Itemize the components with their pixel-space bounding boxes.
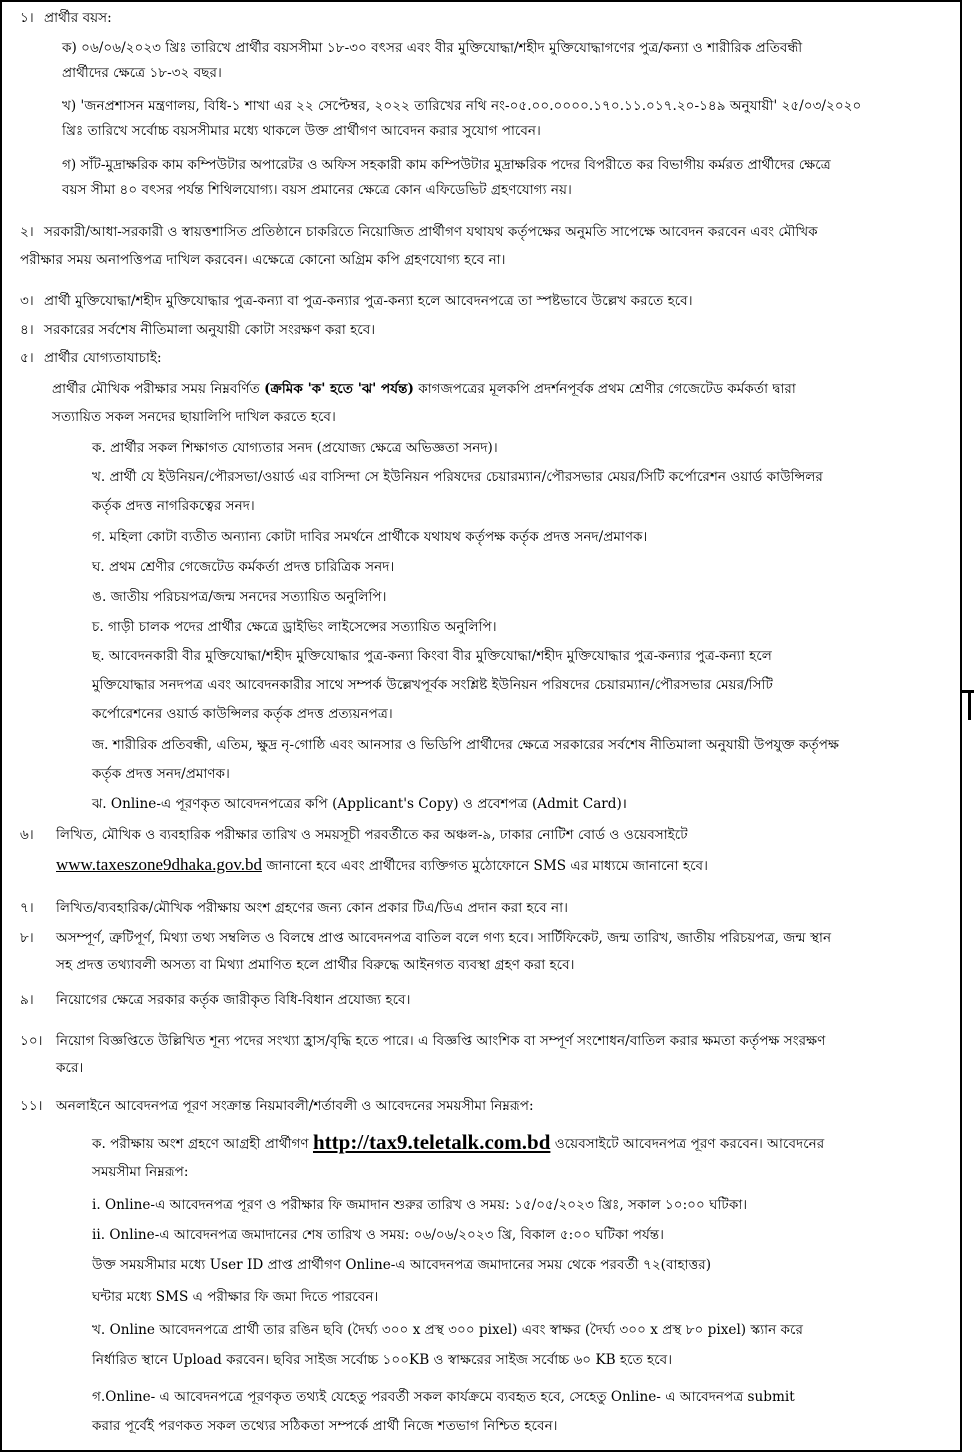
section-5-intro-bold: (ক্রমিক 'ক' হতে 'ঝ' পর্যন্ত) (264, 381, 414, 397)
section-10-line1: নিয়োগ বিজ্ঞপ্তিতে উল্লিখিত শূন্য পদের সংখ্যা হ্রাস/বৃদ্ধি হতে পারে। এ বিজ্ঞপ্তি আংশিক বা সম্পূর্ণ সংশোধন/বাতিল করার ক্ষমতা কর্তৃপক্ষ সংরক্ষণ (56, 1033, 826, 1049)
section-4-line1: সরকারের সর্বশেষ নীতিমালা অনুযায়ী কোটা সংরক্ষণ করা হবে। (44, 322, 376, 338)
section-8-line1: অসম্পূর্ণ, ত্রুটিপূর্ণ, মিথ্যা তথ্য সম্বলিত ও বিলম্বে প্রাপ্ত আবেদনপত্র বাতিল বলে গণ্য হবে। সার্টিফিকেট, জন্ম তারিখ, জাতীয় পরিচয়পত্র, জন্ম স্থান (56, 930, 832, 946)
section-5-title: প্রার্থীর যোগ্যতাযাচাই: (44, 350, 162, 366)
section-5-intro-line1 (52, 379, 796, 399)
section-7-number: ৭। (20, 900, 34, 916)
section-6-line1: লিখিত, মৌখিক ও ব্যবহারিক পরীক্ষার তারিখ ও সময়সূচী পরবর্তীতে কর অঞ্চল-৯, ঢাকার নোটিশ বোর্ড ও ওয়েবসাইটে (56, 827, 688, 843)
section-5-item-chha-line2: মুক্তিযোদ্ধার সনদপত্র এবং আবেদনকারীর সাথে সম্পর্ক উল্লেখপূর্বক সংশ্লিষ্ট ইউনিয়ন পরিষদের চেয়ারম্যান/পৌরসভার মেয়র/সিটি (92, 677, 773, 693)
section-8-number: ৮। (20, 930, 34, 946)
section-6-line2-post: জানানো হবে এবং প্রার্থীদের ব্যক্তিগত মুঠোফোনে SMS এর মাধ্যমে জানানো হবে। (266, 858, 708, 874)
section-11-title: অনলাইনে আবেদনপত্র পূরণ সংক্রান্ত নিয়মাবলী/শর্তাবলী ও আবেদনের সময়সীমা নিম্নরূপ: (56, 1098, 534, 1114)
section-11-ka-pre: ক. পরীক্ষায় অংশ গ্রহণে আগ্রহী প্রার্থীগণ (92, 1136, 309, 1152)
section-9-line1: নিয়োগের ক্ষেত্রে সরকার কর্তৃক জারীকৃত বিধি-বিধান প্রযোজ্য হবে। (56, 992, 411, 1008)
section-5-intro-post: কাগজপত্রের মূলকপি প্রদর্শনপূর্বক প্রথম শ্রেণীর গেজেটেড কর্মকর্তা দ্বারা (418, 381, 796, 397)
section-11-kha-line1: খ. Online আবেদনপত্রে প্রার্থী তার রঙিন ছবি (দৈর্ঘ্য ৩০০ x প্রস্থ ৩০০ pixel) এবং স্বাক্ষর (দৈর্ঘ্য ৩০০ x প্রস্থ ৮০ pixel) স্ক্যান করে (92, 1322, 803, 1338)
section-8-line2: সহ প্রদত্ত তথ্যাবলী অসত্য বা মিথ্যা প্রমাণিত হলে প্রার্থীর বিরুদ্ধে আইনগত ব্যবস্থা গ্রহণ করা হবে। (56, 957, 575, 973)
section-11-number: ১১। (20, 1098, 43, 1114)
section-11-ka-post: ওয়েবসাইটে আবেদনপত্র পূরণ করবেন। আবেদনের (554, 1136, 825, 1152)
section-5-item-gha: ঘ. প্রথম শ্রেণীর গেজেটেড কর্মকর্তা প্রদত্ত চারিত্রিক সনদ। (92, 559, 395, 575)
section-1-number: ১। (20, 10, 34, 26)
section-5-item-chha-line3: কর্পোরেশনের ওয়ার্ড কাউন্সিলর কর্তৃক প্রদত্ত প্রত্যয়নপত্র। (92, 706, 393, 722)
section-2-number: ২। (20, 224, 34, 240)
section-11-ii-line: ii. Online-এ আবেদনপত্র জমাদানের শেষ তারিখ ও সময়: ০৬/০৬/২০২৩ খ্রি, বিকাল ৫:০০ ঘটিকা পর্যন্ত। (92, 1227, 665, 1243)
section-5-intro-line2: সত্যায়িত সকল সনদের ছায়ালিপি দাখিল করতে হবে। (52, 409, 336, 425)
section-10-number: ১০। (20, 1033, 43, 1049)
section-1-kha-line2: খ্রিঃ তারিখে সর্বোচ্চ বয়সসীমার মধ্যে থাকলে উক্ত প্রার্থীগণ আবেদন করার সুযোগ পাবেন। (62, 123, 541, 139)
section-5-item-ga: গ. মহিলা কোটা ব্যতীত অন্যান্য কোটা দাবির সমর্থনে প্রার্থীকে যথাযথ কর্তৃপক্ষ কর্তৃক প্রদত্ত সনদ/প্রমাণক। (92, 529, 648, 545)
section-1-ga-line1: গ) সাঁট-মুদ্রাক্ষরিক কাম কম্পিউটার অপারেটর ও অফিস সহকারী কাম কম্পিউটার মুদ্রাক্ষরিক পদের বিপরীতে কর বিভাগীয় কর্মরত প্রার্থীদের ক্ষেত্রে (62, 157, 831, 173)
section-6-line2 (56, 855, 708, 876)
section-6-number: ৬। (20, 827, 34, 843)
section-5-item-ka: ক. প্রার্থীর সকল শিক্ষাগত যোগ্যতার সনদ (প্রযোজ্য ক্ষেত্রে অভিজ্ঞতা সনদ)। (92, 440, 498, 456)
section-1-ka-line1: ক) ০৬/০৬/২০২৩ খ্রিঃ তারিখে প্রার্থীর বয়সসীমা ১৮-৩০ বৎসর এবং বীর মুক্তিযোদ্ধা/শহীদ মুক্তিযোদ্ধাগণের পুত্র/কন্যা ও শারীরিক প্রতিবন্ধী (62, 40, 803, 56)
section-7-line1: লিখিত/ব্যবহারিক/মৌখিক পরীক্ষায় অংশ গ্রহণের জন্য কোন প্রকার টিএ/ডিএ প্রদান করা হবে না। (56, 900, 568, 916)
section-5-item-cha: চ. গাড়ী চালক পদের প্রার্থীর ক্ষেত্রে ড্রাইভিং লাইসেন্সের সত্যায়িত অনুলিপি। (92, 619, 497, 635)
section-1-ka-line2: প্রার্থীদের ক্ষেত্রে ১৮-৩২ বছর। (62, 65, 222, 81)
section-5-number: ৫। (20, 350, 34, 366)
section-1-kha-line1: খ) 'জনপ্রশাসন মন্ত্রণালয়, বিধি-১ শাখা এর ২২ সেপ্টেম্বর, ২০২২ তারিখের নথি নং-০৫.০০.০০০০.১৭০.১১.০১৭.২০-১৪৯ অনুযায়ী' ২৫/০৩/২০২০ (62, 98, 862, 114)
section-5-item-uma: ঙ. জাতীয় পরিচয়পত্র/জন্ম সনদের সত্যায়িত অনুলিপি। (92, 589, 387, 605)
section-3-line1: প্রার্থী মুক্তিযোদ্ধা/শহীদ মুক্তিযোদ্ধার পুত্র-কন্যা বা পুত্র-কন্যার পুত্র-কন্যা হলে আবেদনপত্রে তা স্পষ্টভাবে উল্লেখ করতে হবে। (44, 293, 693, 309)
section-1-ga-line2: বয়স সীমা ৪০ বৎসর পর্যন্ত শিথিলযোগ্য। বয়স প্রমানের ক্ষেত্রে কোন এফিডেভিট গ্রহণযোগ্য নয়। (62, 182, 572, 198)
section-5-item-ja-line2: কর্তৃক প্রদত্ত সনদ/প্রমাণক। (92, 766, 230, 782)
section-11-kha-line2: নির্ধারিত স্থানে Upload করবেন। ছবির সাইজ সর্বোচ্চ ১০০KB ও স্বাক্ষরের সাইজ সর্বোচ্চ ৬০ KB হতে হবে। (92, 1352, 673, 1368)
section-5-item-chha-line1: ছ. আবেদনকারী বীর মুক্তিযোদ্ধা/শহীদ মুক্তিযোদ্ধার পুত্র-কন্যা কিংবা বীর মুক্তিযোদ্ধা/শহীদ মুক্তিযোদ্ধার পুত্র-কন্যার পুত্র-কন্যা হলে (92, 648, 772, 664)
section-10-line2: করে। (56, 1060, 84, 1076)
section-2-line2: পরীক্ষার সময় অনাপত্তিপত্র দাখিল করবেন। এক্ষেত্রে কোনো অগ্রিম কপি গ্রহণযোগ্য হবে না। (20, 252, 506, 268)
section-5-intro-pre: প্রার্থীর মৌখিক পরীক্ষার সময় নিম্নবর্ণিত (52, 381, 260, 397)
section-11-ga-line2: করার পূর্বেই পরণকত সকল তথ্যের সঠিকতা সম্পর্কে প্রার্থী নিজে শতভাগ নিশ্চিত হবেন। (92, 1418, 558, 1434)
section-9-number: ৯। (20, 992, 34, 1008)
section-11-ga-line1: গ.Online- এ আবেদনপত্রে পূরণকৃত তথ্যই যেহেতু পরবর্তী সকল কার্যক্রমে ব্যবহৃত হবে, সেহেতু Online- এ আবেদনপত্র submit (92, 1389, 795, 1405)
section-11-note-line1: উক্ত সময়সীমার মধ্যে User ID প্রাপ্ত প্রার্থীগণ Online-এ আবেদনপত্র জমাদানের সময় থেকে পরবর্তী ৭২(বাহাত্তর) (92, 1257, 712, 1273)
section-1-title: প্রার্থীর বয়স: (44, 10, 112, 26)
section-5-item-kha-line1: খ. প্রার্থী যে ইউনিয়ন/পৌরসভা/ওয়ার্ড এর বাসিন্দা সে ইউনিয়ন পরিষদের চেয়ারম্যান/পৌরসভার মেয়র/সিটি কর্পোরেশন ওয়ার্ড কাউন্সিলর (92, 469, 823, 485)
section-5-item-ja-line1: জ. শারীরিক প্রতিবন্ধী, এতিম, ক্ষুদ্র নৃ-গোষ্ঠি এবং আনসার ও ভিডিপি প্রার্থীদের ক্ষেত্রে সরকারের সর্বশেষ নীতিমালা অনুযায়ী উপযুক্ত কর্তৃপক্ষ (92, 737, 839, 753)
section-2-line1: সরকারী/আধা-সরকারী ও স্বায়ত্তশাসিত প্রতিষ্ঠানে চাকরিতে নিয়োজিত প্রার্থীগণ যথাযথ কর্তৃপক্ষের অনুমতি সাপেক্ষে আবেদন করবেন এবং মৌখিক (44, 224, 818, 240)
section-5-item-jha: ঝ. Online-এ পূরণকৃত আবেদনপত্রের কপি (Applicant's Copy) ও প্রবেশপত্র (Admit Card)। (92, 796, 627, 812)
edge-mark-vertical (968, 690, 971, 720)
section-11-note-line2: ঘন্টার মধ্যে SMS এ পরীক্ষার ফি জমা দিতে পারবেন। (92, 1289, 379, 1305)
section-11-ka-line2: সময়সীমা নিম্নরূপ: (92, 1164, 189, 1180)
section-5-item-kha-line2: কর্তৃক প্রদত্ত নাগরিকত্বের সনদ। (92, 498, 255, 514)
section-6-url-link[interactable]: www.taxeszone9dhaka.gov.bd (56, 855, 262, 874)
teletalk-url-link[interactable]: http://tax9.teletalk.com.bd (312, 1130, 551, 1154)
section-4-number: ৪। (20, 322, 34, 338)
section-11-i-line: i. Online-এ আবেদনপত্র পূরণ ও পরীক্ষার ফি জমাদান শুরুর তারিখ ও সময়: ১৫/০৫/২০২৩ খ্রিঃ, সকাল ১০:০০ ঘটিকা। (92, 1197, 748, 1213)
section-3-number: ৩। (20, 293, 34, 309)
section-11-ka-line1 (92, 1132, 824, 1154)
